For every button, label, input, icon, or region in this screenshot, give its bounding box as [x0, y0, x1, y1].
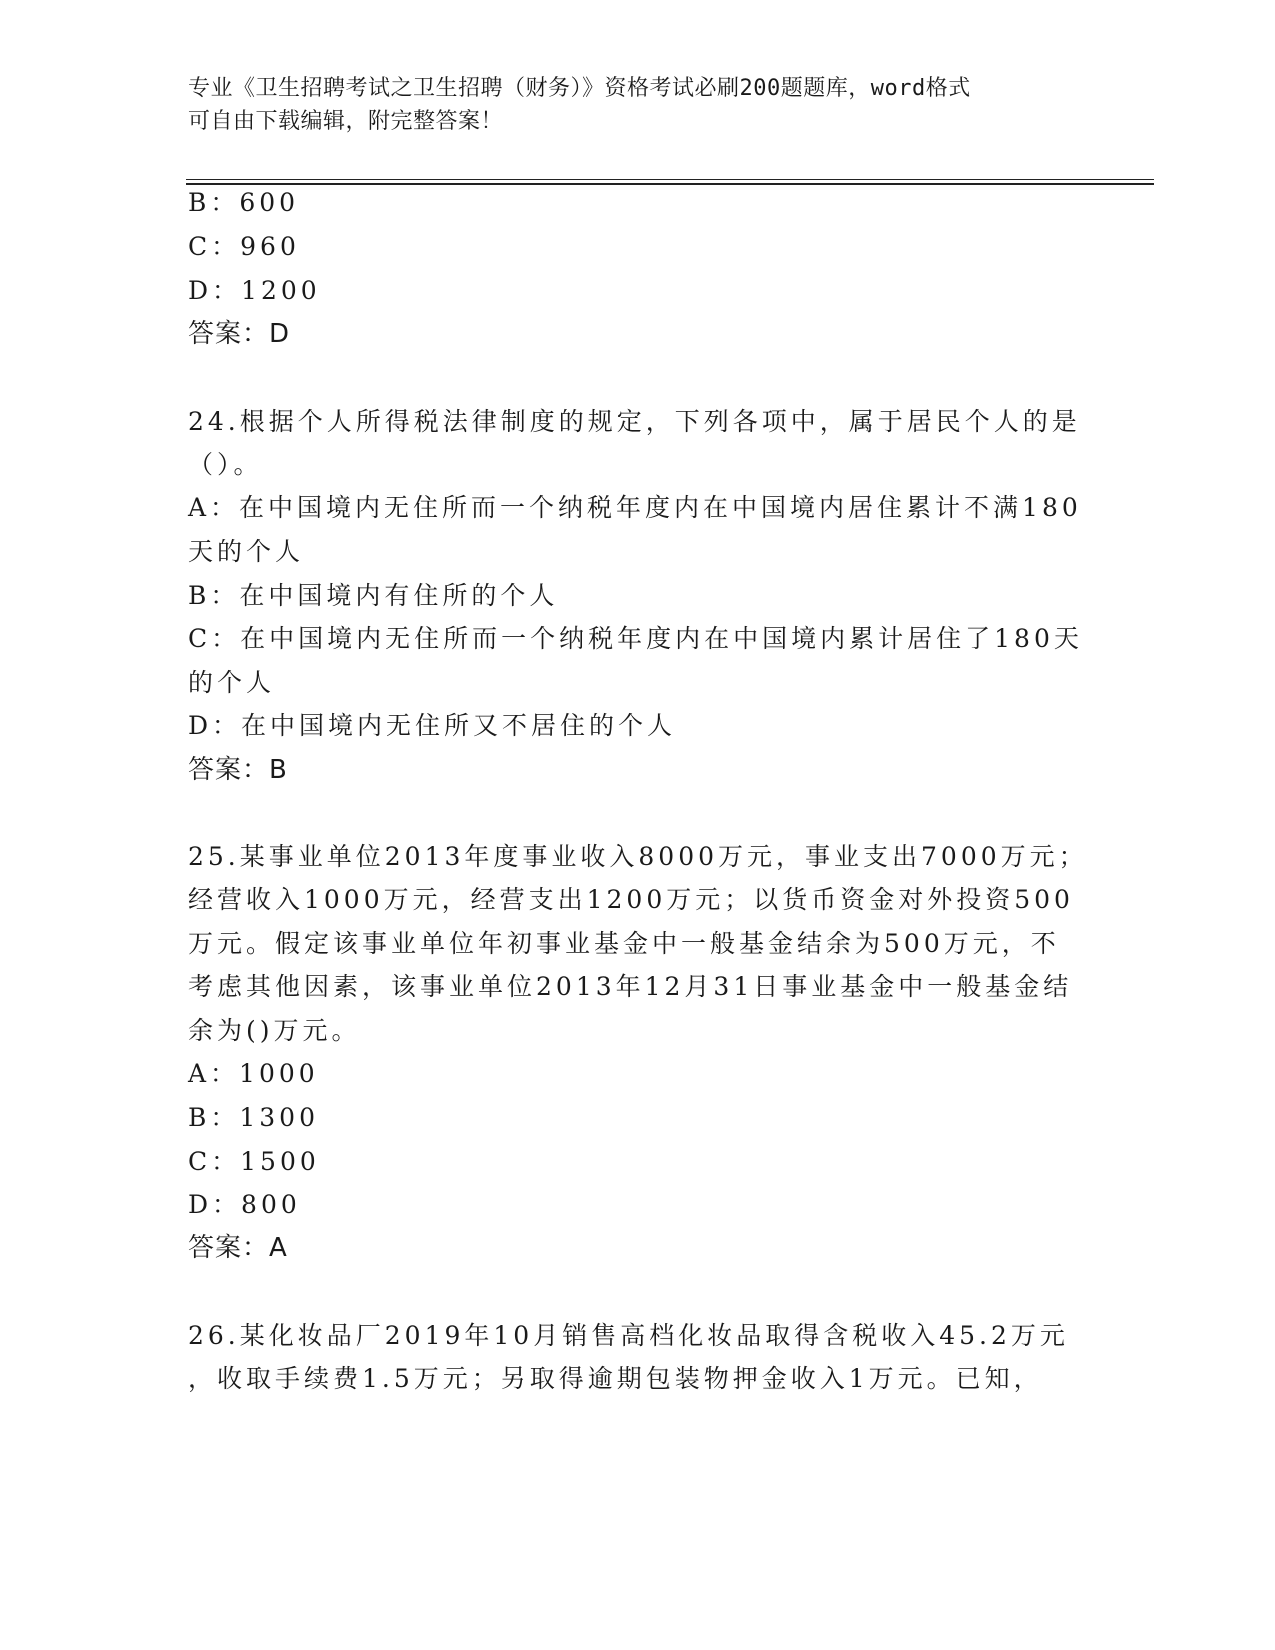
header-line-1: 专业《卫生招聘考试之卫生招聘（财务）》资格考试必刷200题题库，word格式 — [188, 76, 971, 101]
q24-option-c-line-2: 的个人 — [188, 668, 276, 697]
page-header — [188, 72, 1088, 138]
q26-stem-line-1: 26.某化妆品厂2019年10月销售高档化妆品取得含税收入45.2万元 — [188, 1321, 1069, 1350]
header-line-2: 可自由下载编辑，附完整答案！ — [188, 109, 504, 134]
header-divider-thick — [186, 183, 1154, 185]
q25-answer: 答案：A — [188, 1233, 288, 1263]
q25-option-a: A：1000 — [188, 1059, 319, 1088]
q24-option-b: B：在中国境内有住所的个人 — [188, 581, 559, 610]
q25-option-d: D：800 — [188, 1190, 301, 1219]
q25-stem-line-3: 万元。假定该事业单位年初事业基金中一般基金结余为500万元，不 — [188, 929, 1060, 958]
q23-option-c: C：960 — [188, 232, 300, 261]
q25-stem-line-1: 25.某事业单位2013年度事业收入8000万元，事业支出7000万元； — [188, 842, 1088, 871]
q25-option-c: C：1500 — [188, 1147, 320, 1176]
q25-stem-line-2: 经营收入1000万元，经营支出1200万元；以货币资金对外投资500 — [188, 885, 1074, 914]
q24-option-d: D：在中国境内无住所又不居住的个人 — [188, 711, 677, 740]
q24-option-a-line-2: 天的个人 — [188, 537, 305, 566]
q24-option-a-line-1: A：在中国境内无住所而一个纳税年度内在中国境内居住累计不满180 — [188, 493, 1082, 522]
q25-stem-line-5: 余为()万元。 — [188, 1016, 361, 1045]
q23-answer: 答案：D — [188, 319, 291, 349]
header-divider-thin — [186, 179, 1154, 180]
q23-option-d: D：1200 — [188, 276, 321, 305]
q25-stem-line-4: 考虑其他因素，该事业单位2013年12月31日事业基金中一般基金结 — [188, 972, 1073, 1001]
q25-option-b: B：1300 — [188, 1103, 319, 1132]
q24-stem-line-2: （）。 — [188, 450, 263, 479]
q23-option-b: B：600 — [188, 188, 300, 217]
q24-option-c-line-1: C：在中国境内无住所而一个纳税年度内在中国境内累计居住了180天 — [188, 624, 1083, 653]
q24-answer: 答案：B — [188, 755, 288, 785]
q24-stem-line-1: 24.根据个人所得税法律制度的规定，下列各项中，属于居民个人的是 — [188, 407, 1081, 436]
q26-stem-line-2: ，收取手续费1.5万元；另取得逾期包装物押金收入1万元。已知， — [188, 1364, 1043, 1393]
